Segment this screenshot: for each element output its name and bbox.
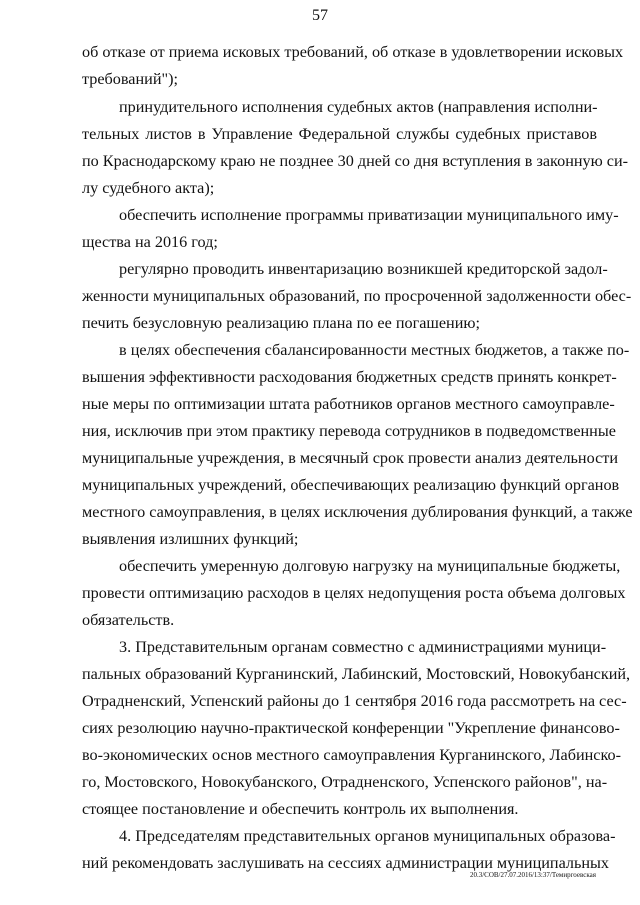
text-line-content: об отказе от приема исковых требований, об отказе в удовлетворении исковых xyxy=(82,43,624,61)
text-line xyxy=(0,553,640,579)
text-line xyxy=(0,310,640,336)
text-line xyxy=(0,202,640,228)
text-line xyxy=(0,391,640,417)
text-line-content: ные меры по оптимизации штата работников органов местного самоуправле- xyxy=(82,395,615,413)
footer-stamp: 20.3/СОВ/27.07.2016/13:37/Темиргоевская xyxy=(469,871,596,879)
text-line-content: вышения эффективности расходования бюджетных средств принять конкрет- xyxy=(82,368,617,386)
text-line-content: печить безусловную реализацию плана по ее погашению; xyxy=(82,314,480,332)
text-line-content: 3. Представительным органам совместно с администрациями муници- xyxy=(119,638,607,656)
text-line-content: обеспечить исполнение программы приватизации муниципального иму- xyxy=(119,206,619,224)
text-line xyxy=(0,175,640,201)
text-line xyxy=(0,283,640,309)
text-line xyxy=(0,121,640,147)
text-line xyxy=(0,580,640,606)
text-line xyxy=(0,742,640,768)
text-line-content: регулярно проводить инвентаризацию возникшей кредиторской задол- xyxy=(119,260,608,278)
text-line-content: в целях обеспечения сбалансированности местных бюджетов, а также по- xyxy=(119,341,630,359)
text-line-content: муниципальные учреждения, в месячный срок провести анализ деятельности xyxy=(82,449,618,467)
text-line-content: выявления излишних функций; xyxy=(82,530,299,548)
text-line xyxy=(0,688,640,714)
text-line xyxy=(0,607,640,633)
text-line xyxy=(0,229,640,255)
text-line-content: муниципальных учреждений, обеспечивающих реализацию функций органов xyxy=(82,476,620,494)
text-line xyxy=(0,661,640,687)
text-line xyxy=(0,769,640,795)
text-line-content: женности муниципальных образований, по просроченной задолженности обес- xyxy=(82,287,632,305)
text-line-content: щества на 2016 год; xyxy=(82,233,218,251)
text-line-content: стоящее постановление и обеспечить контроль их выполнения. xyxy=(82,800,519,818)
text-line xyxy=(0,634,640,660)
text-line-content: во-экономических основ местного самоуправления Курганинского, Лабинско- xyxy=(82,746,621,764)
text-line xyxy=(0,715,640,741)
text-line xyxy=(0,823,640,849)
text-line xyxy=(0,499,640,525)
text-line-content: го, Мостовского, Новокубанского, Отрадненского, Успенского районов", на- xyxy=(82,773,608,791)
text-line-content: местного самоуправления, в целях исключения дублирования функций, а также xyxy=(82,503,633,521)
text-line xyxy=(0,337,640,363)
text-line xyxy=(0,364,640,390)
text-line-content: пальных образований Курганинский, Лабинский, Мостовский, Новокубанский, xyxy=(82,665,631,683)
text-line-content: Отрадненский, Успенский районы до 1 сентября 2016 года рассмотреть на сес- xyxy=(82,692,627,710)
text-line xyxy=(0,148,640,174)
text-line-content: провести оптимизацию расходов в целях недопущения роста объема долговых xyxy=(82,584,626,602)
text-line-content: принудительного исполнения судебных актов (направления исполни- xyxy=(119,98,598,116)
text-line xyxy=(0,418,640,444)
text-line-content: лу судебного акта); xyxy=(82,179,215,197)
text-line xyxy=(0,94,640,120)
text-line xyxy=(0,39,640,65)
page-number: 57 xyxy=(312,7,328,24)
text-line xyxy=(0,526,640,552)
text-line-content: ния, исключив при этом практику перевода сотрудников в подведомственные xyxy=(82,422,616,440)
text-line xyxy=(0,66,640,92)
text-line-content: тельных листов в Управление Федеральной службы судебных приставов xyxy=(82,125,597,143)
text-line xyxy=(0,256,640,282)
text-line-content: сиях резолюцию научно-практической конференции "Укрепление финансово- xyxy=(82,719,620,737)
text-line-content: ний рекомендовать заслушивать на сессиях администрации муниципальных xyxy=(82,854,610,872)
text-line-content: обязательств. xyxy=(82,611,175,629)
text-line-content: 4. Председателям представительных органов муниципальных образова- xyxy=(119,827,616,845)
text-line-content: обеспечить умеренную долговую нагрузку на муниципальные бюджеты, xyxy=(119,557,621,575)
text-line xyxy=(0,472,640,498)
text-line xyxy=(0,445,640,471)
text-line-content: требований"); xyxy=(82,70,178,88)
text-line xyxy=(0,796,640,822)
text-line-content: по Краснодарскому краю не позднее 30 дней со дня вступления в законную си- xyxy=(82,152,628,170)
